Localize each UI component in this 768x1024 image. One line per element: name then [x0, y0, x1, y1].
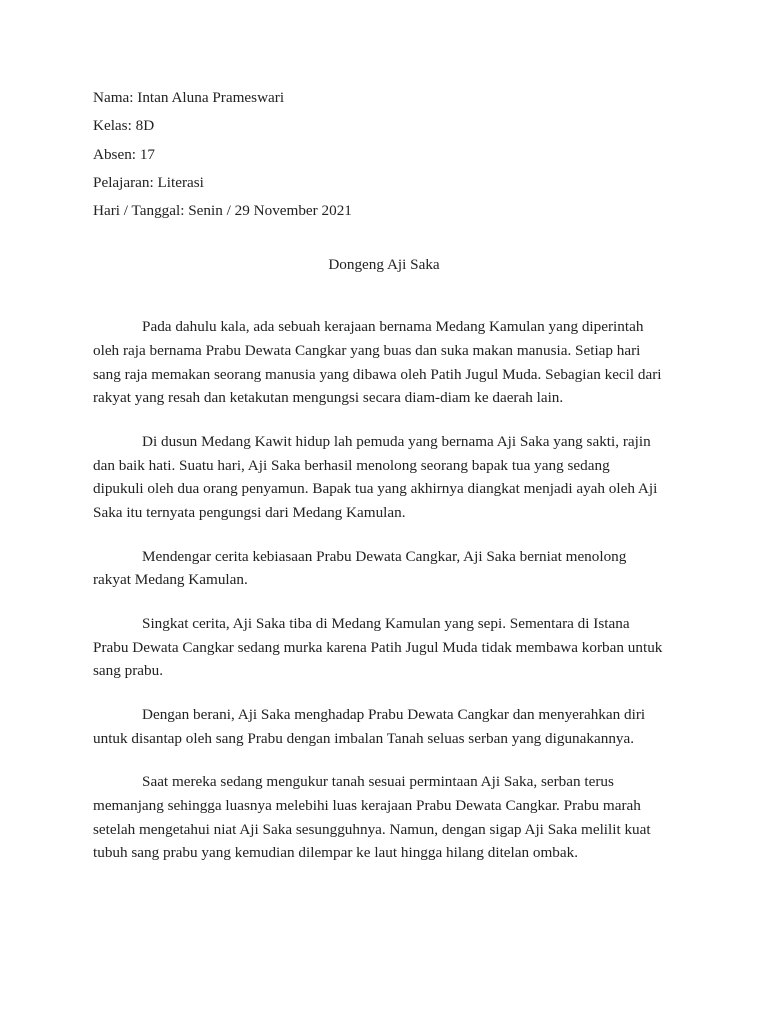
story-paragraph	[93, 430, 683, 525]
student-class: Kelas: 8D	[93, 117, 155, 135]
student-roll-number: Absen: 17	[93, 145, 156, 163]
paragraph-line: Dengan berani, Aji Saka menghadap Prabu Dewata Cangkar dan menyerahkan diri	[142, 705, 646, 723]
paragraph-line: setelah mengetahui niat Aji Saka sesungguhnya. Namun, dengan sigap Aji Saka melilit kuat	[93, 820, 651, 838]
paragraph-line: rakyat yang resah dan ketakutan mengungsi secara diam-diam ke daerah lain.	[93, 389, 564, 407]
story-paragraph	[93, 545, 683, 593]
paragraph-line: Mendengar cerita kebiasaan Prabu Dewata Cangkar, Aji Saka berniat menolong	[142, 547, 627, 565]
paragraph-line: Saat mereka sedang mengukur tanah sesuai permintaan Aji Saka, serban terus	[142, 772, 614, 790]
story-body	[93, 315, 683, 885]
paragraph-line: Saka itu ternyata pengungsi dari Medang Kamulan.	[93, 504, 406, 522]
paragraph-line: tubuh sang prabu yang kemudian dilempar ke laut hingga hilang ditelan ombak.	[93, 844, 579, 862]
paragraph-line: oleh raja bernama Prabu Dewata Cangkar yang buas dan suka makan manusia. Setiap hari	[93, 341, 641, 359]
paragraph-line: dipukuli oleh dua orang penyamun. Bapak tua yang akhirnya diangkat menjadi ayah oleh Aji	[93, 480, 658, 498]
paragraph-line: untuk disantap oleh sang Prabu dengan imbalan Tanah seluas serban yang digunakannya.	[93, 729, 635, 747]
paragraph-line: Di dusun Medang Kawit hidup lah pemuda yang bernama Aji Saka yang sakti, rajin	[142, 432, 651, 450]
paragraph-line: rakyat Medang Kamulan.	[93, 571, 248, 589]
story-paragraph	[93, 770, 683, 865]
student-info-header	[93, 84, 693, 225]
paragraph-line: dan baik hati. Suatu hari, Aji Saka berhasil menolong seorang bapak tua yang sedang	[93, 456, 610, 474]
paragraph-line: Singkat cerita, Aji Saka tiba di Medang Kamulan yang sepi. Sementara di Istana	[142, 614, 630, 632]
paragraph-line: Pada dahulu kala, ada sebuah kerajaan bernama Medang Kamulan yang diperintah	[142, 318, 644, 335]
paragraph-line: Prabu Dewata Cangkar sedang murka karena Patih Jugul Muda tidak membawa korban untuk	[93, 638, 663, 656]
story-paragraph	[93, 703, 683, 751]
paragraph-line: sang raja memakan seorang manusia yang dibawa oleh Patih Jugul Muda. Sebagian kecil dari	[93, 365, 662, 383]
paragraph-line: sang prabu.	[93, 662, 164, 680]
story-paragraph	[93, 612, 683, 683]
story-title: Dongeng Aji Saka	[328, 256, 440, 273]
date-line: Hari / Tanggal: Senin / 29 November 2021	[93, 202, 352, 220]
paragraph-line: memanjang sehingga luasnya melebihi luas kerajaan Prabu Dewata Cangkar. Prabu marah	[93, 796, 641, 814]
student-name: Nama: Intan Aluna Prameswari	[93, 89, 285, 106]
story-paragraph	[93, 315, 683, 410]
subject: Pelajaran: Literasi	[93, 173, 204, 191]
